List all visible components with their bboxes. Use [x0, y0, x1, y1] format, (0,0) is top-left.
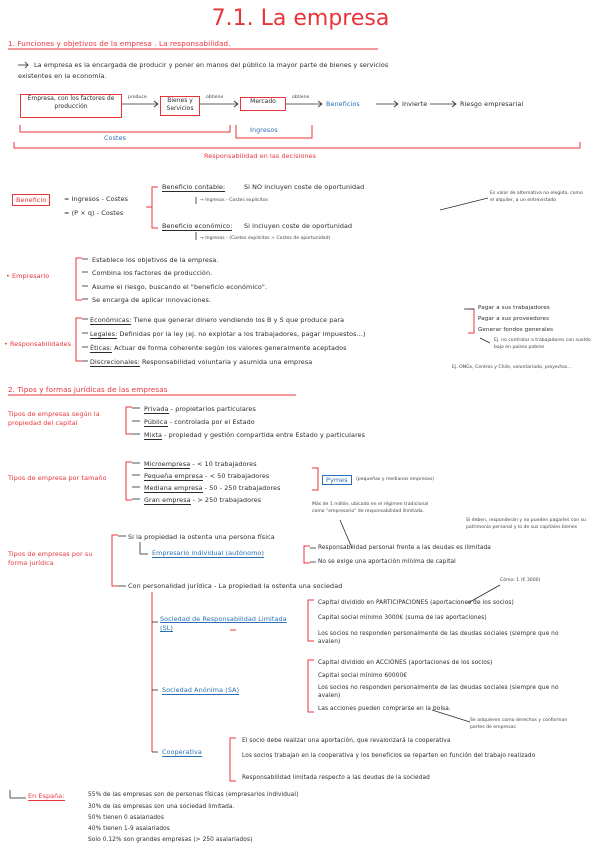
empresario-item: Se encarga de aplicar innovaciones. — [92, 296, 212, 304]
beneficio-contable-text: Si NO incluyen coste de oportunidad — [244, 183, 365, 191]
flow-arrow-obtiene2-label: obtiene — [292, 95, 310, 100]
capital-item — [144, 431, 365, 439]
beneficio-economico-sub: → Ingresos - (Costes explícitos + Costes de oportunidad) — [200, 236, 331, 241]
responsabilidad-item — [90, 316, 344, 324]
beneficio-economico-label: Beneficio económico: — [162, 222, 233, 230]
responsabilidad-text: Actuar de forma coherente según los valores generalmente aceptados — [114, 344, 347, 352]
tamano-text: - < 50 trabajadores — [205, 472, 270, 480]
empresario-item: Asume el riesgo, buscando el "beneficio económico". — [92, 283, 268, 291]
espana-item: 30% de las empresas son una sociedad limitada. — [88, 804, 235, 810]
intro-line-2: existentes en la economía. — [18, 72, 107, 80]
beneficio-contable-sub: → Ingresos - Costes explícitos — [200, 198, 268, 203]
capital-item — [144, 418, 255, 426]
capital-name: Privada — [144, 405, 169, 413]
responsabilidad-text: Definidas por la ley (ej. no explotar a los trabajadores, pagar impuestos...) — [119, 330, 366, 338]
beneficio-economico-text: Si incluyen coste de oportunidad — [244, 222, 353, 230]
flow-arrow-obtiene-label: obtiene — [206, 95, 224, 100]
capital-item — [144, 405, 256, 413]
responsabilidad-text: Tiene que generar dinero vendiendo los B y S que produce para — [133, 316, 345, 324]
beneficio-formula-1: = Ingresos - Costes — [64, 195, 129, 203]
capital-text: - propiedad y gestión compartida entre Estado y particulares — [164, 431, 366, 439]
responsabilidad-name: Económicas: — [90, 316, 132, 324]
section2-heading: 2. Tipos y formas jurídicas de las empresas — [8, 385, 168, 394]
tamano-item — [144, 472, 269, 480]
espana-item: Solo 0.12% son grandes empresas (> 250 asalariados) — [88, 837, 253, 843]
sl-item: Capital social mínimo 3000€ (suma de las aportaciones) — [318, 615, 487, 621]
flow-beneficios: Beneficios — [326, 100, 360, 108]
tamano-name: Mediana empresa — [144, 484, 203, 492]
sl-item: Los socios no responden personalmente de las deudas sociales (siempre que no avalen) — [318, 631, 559, 645]
individual-item: No se exige una aportación mínima de capital — [318, 559, 456, 565]
tamano-item — [144, 484, 281, 492]
beneficio-label: Beneficio — [12, 194, 50, 206]
fisica-note: Si deben, responderán y no pueden pagarles con su patrimonio personal y lo de sus capitales bienes — [466, 518, 586, 530]
empresario-item: Combina los factores de producción. — [92, 269, 213, 277]
responsabilidad-name: Legales: — [90, 330, 118, 338]
responsabilidad-name: Éticas: — [90, 344, 112, 352]
tamano-item — [144, 460, 257, 468]
responsabilidad-note-2: Ej. ONGs, Centros y Chile, voluntariado, proyectos... — [452, 365, 572, 370]
flow-responsabilidad: Responsabilidad en las decisiones — [204, 152, 317, 160]
juridica-text: Con personalidad jurídica - La propiedad la ostenta una sociedad — [128, 582, 343, 590]
espana-item: 50% tienen 0 asalariados — [88, 815, 164, 821]
juridica-fisica: Si la propiedad la ostenta una persona física — [128, 533, 275, 541]
pymes-label: Pymes — [322, 475, 352, 485]
responsabilidad-note-1: Ej. no contratar a trabajadores con sueldo bajo en países pobres — [494, 338, 591, 350]
sa-name: Sociedad Anónima (SA) — [162, 686, 240, 694]
sa-item: Las acciones pueden comprarse en la bolsa. — [318, 706, 451, 712]
sl-name: Sociedad de Responsabilidad Limitada (SL) — [160, 615, 287, 632]
flow-costes: Costes — [104, 134, 127, 142]
empresario-item: Establece los objetivos de la empresa. — [92, 256, 219, 264]
empresario-label: • Empresario — [6, 272, 50, 280]
responsabilidades-label-text: Responsabilidades — [10, 340, 72, 348]
beneficio-side-note: Es valor de alternativa no elegida, como el alquiler, a un entrevistado — [490, 191, 583, 203]
tamano-item — [144, 496, 261, 504]
sl-item: Capital dividido en PARTICIPACIONES (aportaciones de los socios) — [318, 600, 514, 606]
responsabilidad-right-item: Pagar a sus trabajadores — [478, 305, 550, 311]
flow-arrow-produce-label: produce — [128, 95, 147, 100]
responsabilidad-text: Responsabilidad voluntaria y asumida una empresa — [141, 358, 313, 366]
tamano-name: Pequeña empresa — [144, 472, 203, 480]
espana-item: 40% tienen 1-9 asalariados — [88, 826, 170, 832]
tamano-name: Microempresa — [144, 460, 191, 468]
coop-item: El socio debe realizar una aportación, que revalorizará la cooperativa — [242, 738, 451, 744]
pymes-note: (pequeñas y medianas empresas) — [356, 477, 435, 482]
tamano-text: - 50 - 250 trabajadores — [204, 484, 281, 492]
responsabilidad-item — [90, 358, 312, 366]
responsabilidad-name: Discrecionales: — [90, 358, 140, 366]
section1-heading: 1. Funciones y objetivos de la empresa . La responsabilidad. — [8, 39, 231, 48]
coop-item: Los socios trabajan en la cooperativa y los beneficios se reparten en función del trabajo realizado — [242, 753, 536, 759]
empresario-label-text: Empresario — [12, 272, 50, 280]
tamano-side-note: Más de 1 millón, ubicado en el régimen tradicional como "empresario" de responsabilidad ilimitada. — [312, 502, 429, 514]
tamano-name: Gran empresa — [144, 496, 191, 504]
espana-label: En España: — [28, 792, 65, 800]
coop-name: Cooperativa — [162, 748, 202, 756]
responsabilidad-item — [90, 344, 347, 352]
sa-item: Los socios no responden personalmente de las deudas sociales (siempre que no avalen) — [318, 685, 559, 699]
sa-note: Se adquieren como derechos y conforman partes de empresas — [470, 718, 568, 730]
responsabilidades-label: • Responsabilidades — [4, 340, 72, 348]
espana-item: 55% de las empresas son de personas físicas (empresarios individual) — [88, 792, 299, 798]
sl-note: Cómo: 1 (€ 3000) — [500, 578, 541, 583]
flow-box-empresa: Empresa, con los factores de producción — [20, 94, 122, 118]
intro-line-1: La empresa es la encargada de producir y poner en manos del público la mayor parte de bienes y servicios — [34, 61, 389, 69]
empresario-individual: Empresario individual (autónomo) — [152, 549, 265, 557]
tamano-text: - > 250 trabajadores — [192, 496, 262, 504]
tamano-text: - < 10 trabajadores — [192, 460, 257, 468]
flow-invierte: Invierte — [402, 100, 428, 108]
capital-label: Tipos de empresas según la propiedad del capital — [8, 410, 100, 427]
responsabilidad-item — [90, 330, 366, 338]
coop-item: Responsabilidad limitada respecto a las deudas de la sociedad — [242, 775, 430, 781]
juridica-label: Tipos de empresas por su forma jurídica — [8, 550, 93, 567]
responsabilidad-right-item: Pagar a sus proveedores — [478, 316, 550, 322]
flow-ingresos: Ingresos — [250, 126, 278, 134]
capital-text: - propietarios particulares — [170, 405, 256, 413]
sa-item: Capital social mínimo 60000€ — [318, 673, 408, 679]
capital-name: Mixta — [144, 431, 162, 439]
beneficio-formula-2: = (P × q) - Costes — [64, 209, 124, 217]
beneficio-contable-label: Beneficio contable: — [162, 183, 226, 191]
capital-name: Pública — [144, 418, 168, 426]
flow-box-bienes: Bienes y Servicios — [160, 96, 200, 116]
flow-riesgo: Riesgo empresarial — [460, 100, 524, 108]
capital-text: - controlada por el Estado — [169, 418, 255, 426]
responsabilidad-right-item: Generar fondos generales — [478, 327, 554, 333]
sa-item: Capital dividido en ACCIONES (aportaciones de los socios) — [318, 660, 493, 666]
flow-box-mercado: Mercado — [240, 97, 286, 111]
page-title: 7.1. La empresa — [211, 6, 390, 31]
tamano-label: Tipos de empresa por tamaño — [8, 474, 107, 482]
individual-item: Responsabilidad personal frente a las deudas es ilimitada — [318, 545, 491, 551]
